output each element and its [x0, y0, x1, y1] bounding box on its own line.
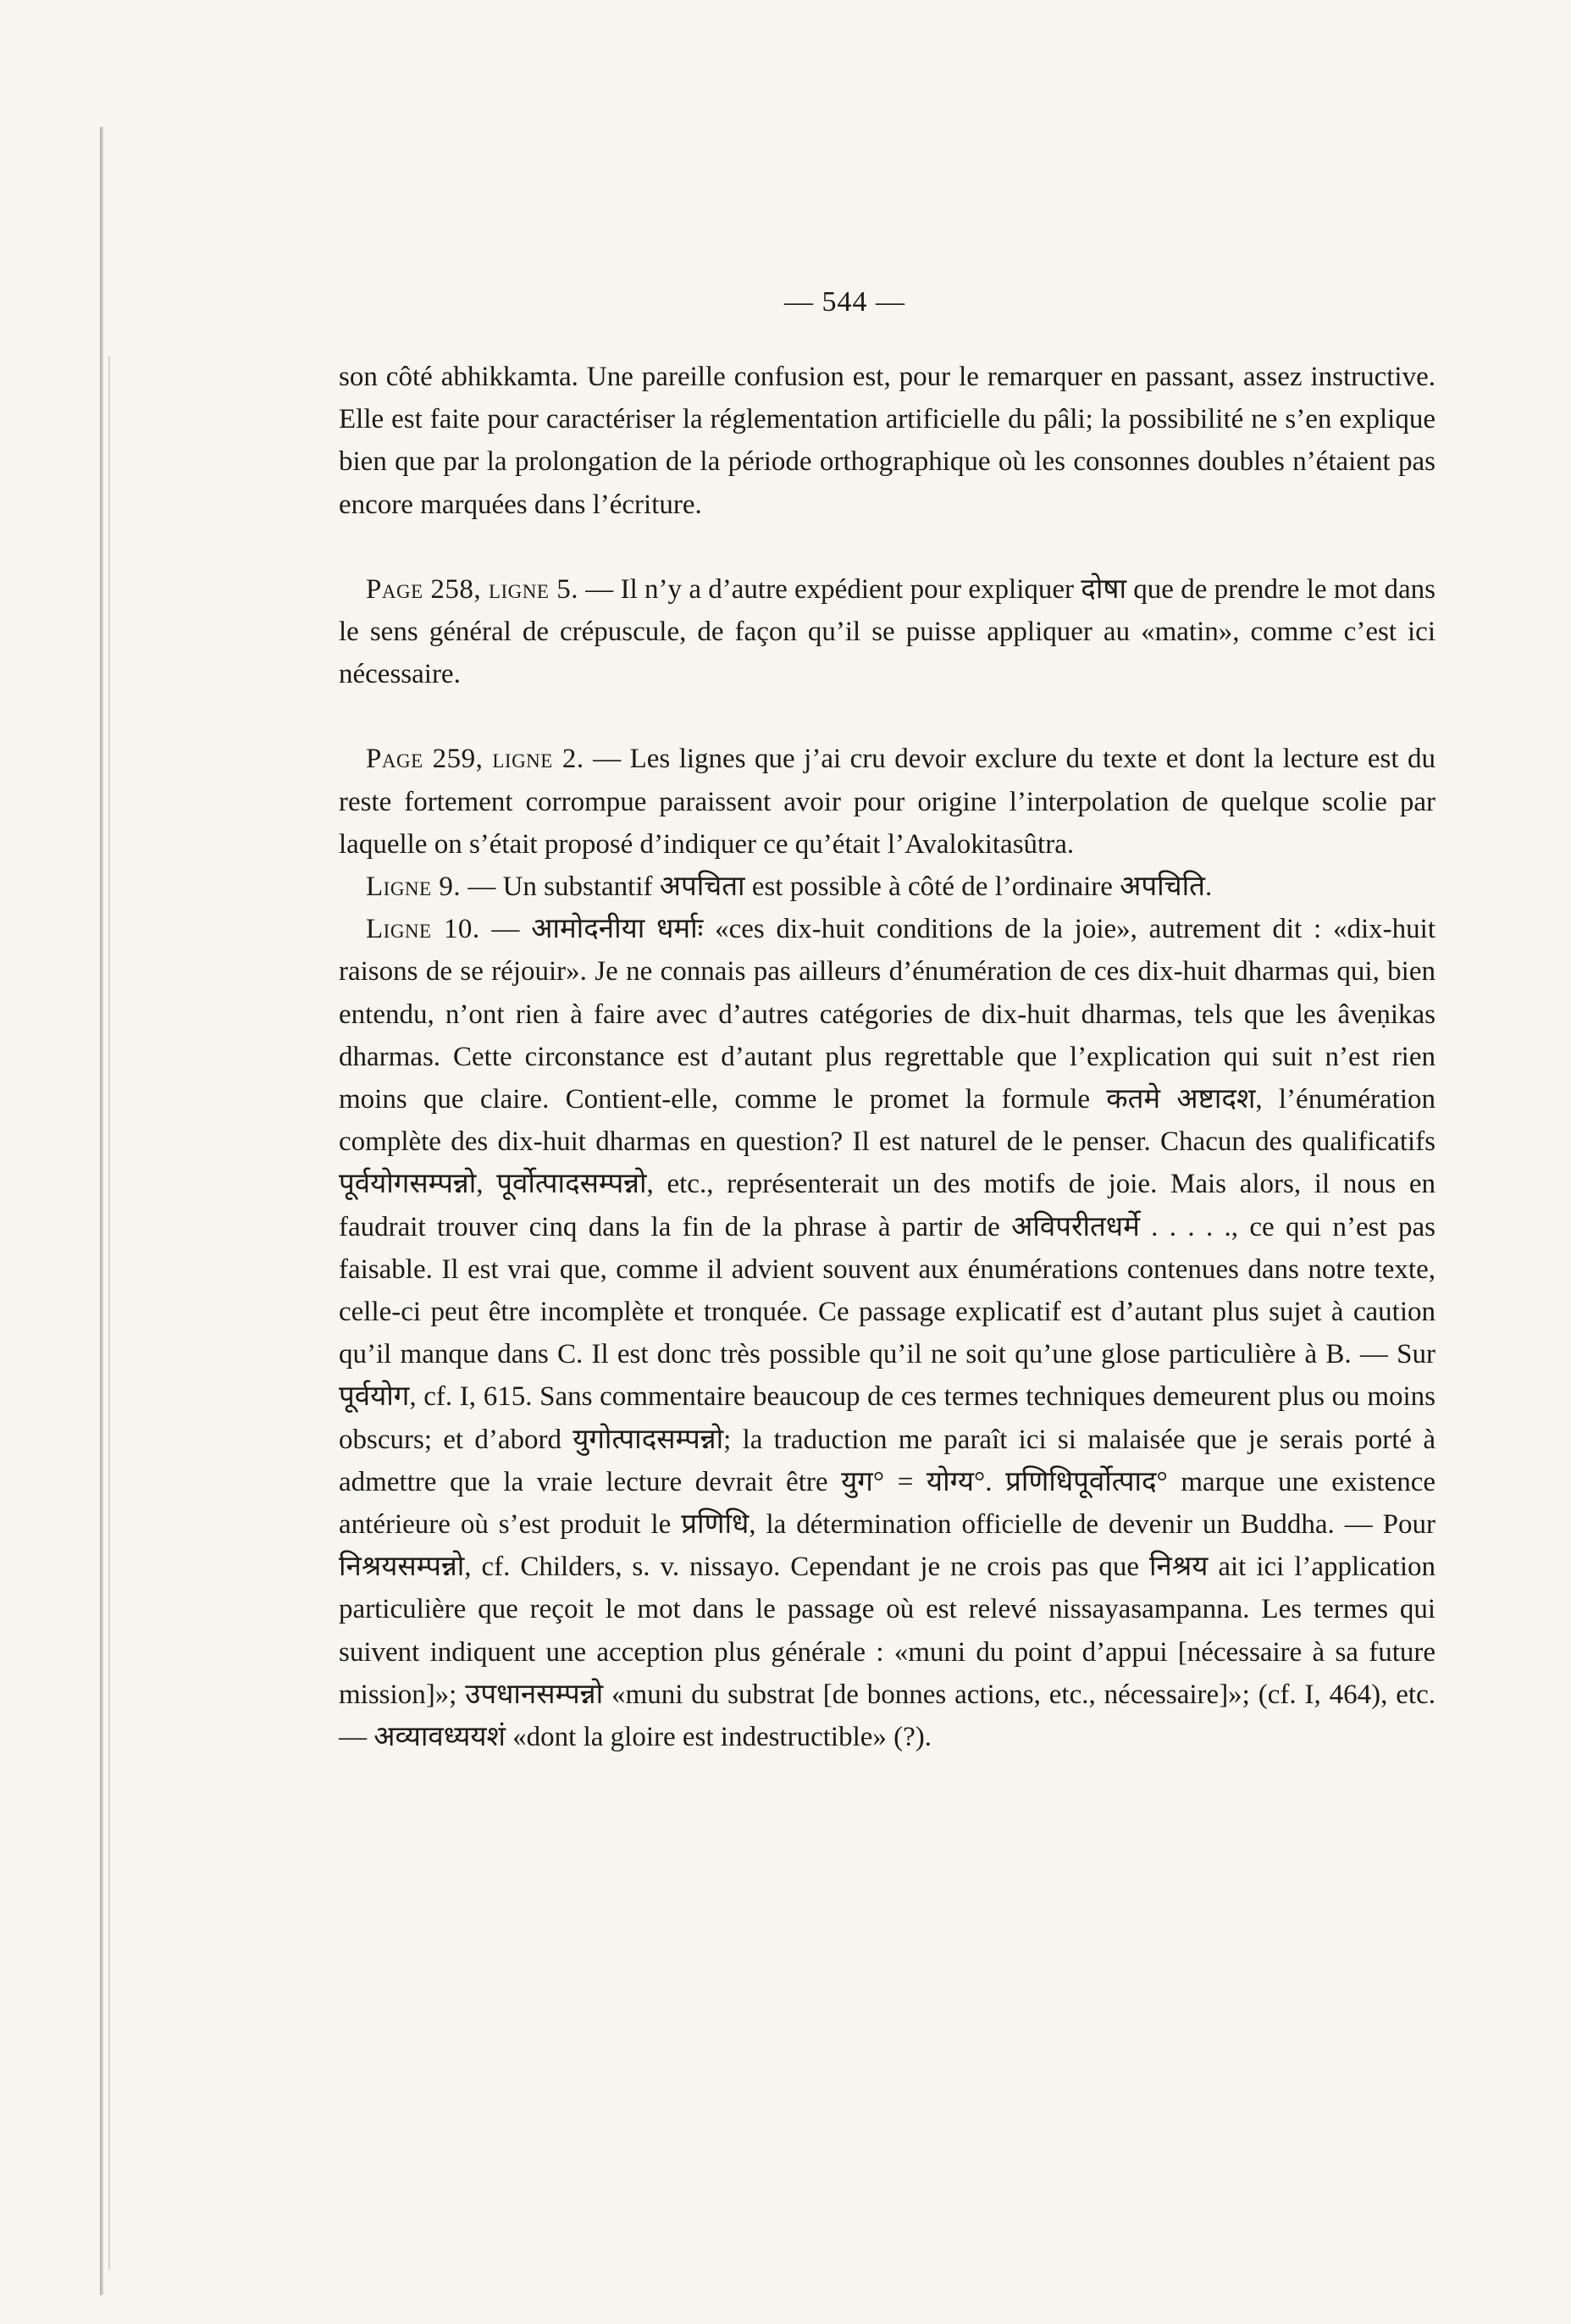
note-reference: Ligne 9.: [366, 872, 462, 903]
note-line-10: [339, 908, 1435, 1758]
note-reference: Ligne 10.: [366, 914, 480, 945]
note-text: — आमोदनीया धर्माः «ces dix-huit conditions de la joie», autrement dit : «dix-huit raisons de se réjouir». Je ne connais pas ailleurs d’énumération de ces dix-huit dharmas qui, bien entendu, n’ont rien à faire avec d’autres catégories de dix-huit dharmas, tels que les âveṇikas dharmas. Cette circonstance est d’autant plus regrettable que l’explication qui suit n’est rien moins que claire. Contient-elle, comme le promet la formule कतमे अष्टादश, l’énumération complète des dix-huit dharmas en question? Il est naturel de le penser. Chacun des qualificatifs पूर्वयोगसम्पन्नो, पूर्वोत्पादसम्पन्नो, etc., représenterait un des motifs de joie. Mais alors, il nous en faudrait trouver cinq dans la fin de la phrase à partir de अविपरीतधर्मे . . . . ., ce qui n’est pas faisable. Il est vrai que, comme il advient souvent aux énumérations contenues dans notre texte, celle-ci peut être incomplète et tronquée. Ce passage explicatif est d’autant plus sujet à caution qu’il manque dans C. Il est donc très possible qu’il ne soit qu’une glose particulière à B. — Sur पूर्वयोग, cf. I, 615. Sans commentaire beaucoup de ces termes techniques demeurent plus ou moins obscurs; et d’abord युगोत्पादसम्पन्नो; la traduction me paraît ici si malaisée que je serais porté à admettre que la vraie lecture devrait être युग° = योग्य°. प्रणिधिपूर्वोत्पाद° marque une existence antérieure où s’est produit le प्रणिधि, la détermination officielle de devenir un Buddha. — Pour निश्रयसम्पन्नो, cf. Childers, s. v. nissayo. Cependant je ne crois pas que निश्रय ait ici l’application particulière que reçoit le mot dans le passage où est relevé nissayasampanna. Les termes qui suivent indiquent une acception plus générale : «muni du point d’appui [nécessaire à sa future mission]»; उपधानसम्पन्नो «muni du substrat [de bonnes actions, etc., nécessaire]»; (cf. I, 464), etc. — अव्यावध्ययशं «dont la gloire est indestructible» (?).: [339, 914, 1435, 1753]
note-page-259-line-2: [339, 738, 1435, 866]
note-page-258-line-5: [339, 568, 1435, 696]
note-line-9: [339, 866, 1435, 908]
note-reference: Page 259, ligne 2.: [366, 744, 584, 775]
body-text: [339, 356, 1435, 1758]
binding-edge: [100, 127, 103, 2295]
note-text: — Les lignes que j’ai cru devoir exclure du texte et dont la lecture est du reste fortement corrompue paraissent avoir pour origine l’interpolation de quelque scolie par laquelle on s’était proposé d’indiquer ce qu’était l’Avalokitasûtra.: [339, 744, 1435, 860]
note-reference: Page 258, ligne 5.: [366, 573, 578, 605]
paragraph-continuation: son côté abhikkamta. Une pareille confusion est, pour le remarquer en passant, assez instructive. Elle est faite pour caractériser la réglementation artificielle du pâli; la possibilité ne s’en explique bien que par la prolongation de la période orthographique où les consonnes doubles n’étaient pas encore marquées dans l’écriture.: [339, 362, 1435, 520]
note-text: — Il n’y a d’autre expédient pour expliquer दोषा que de prendre le mot dans le sens général de crépuscule, de façon qu’il se puisse appliquer au «matin», comme c’est ici nécessaire.: [339, 573, 1435, 690]
note-text: — Un substantif अपचिता est possible à côté de l’ordinaire अपचिति.: [461, 872, 1213, 903]
binding-edge-shadow: [108, 356, 110, 2270]
page-number: — 544 —: [784, 286, 905, 318]
